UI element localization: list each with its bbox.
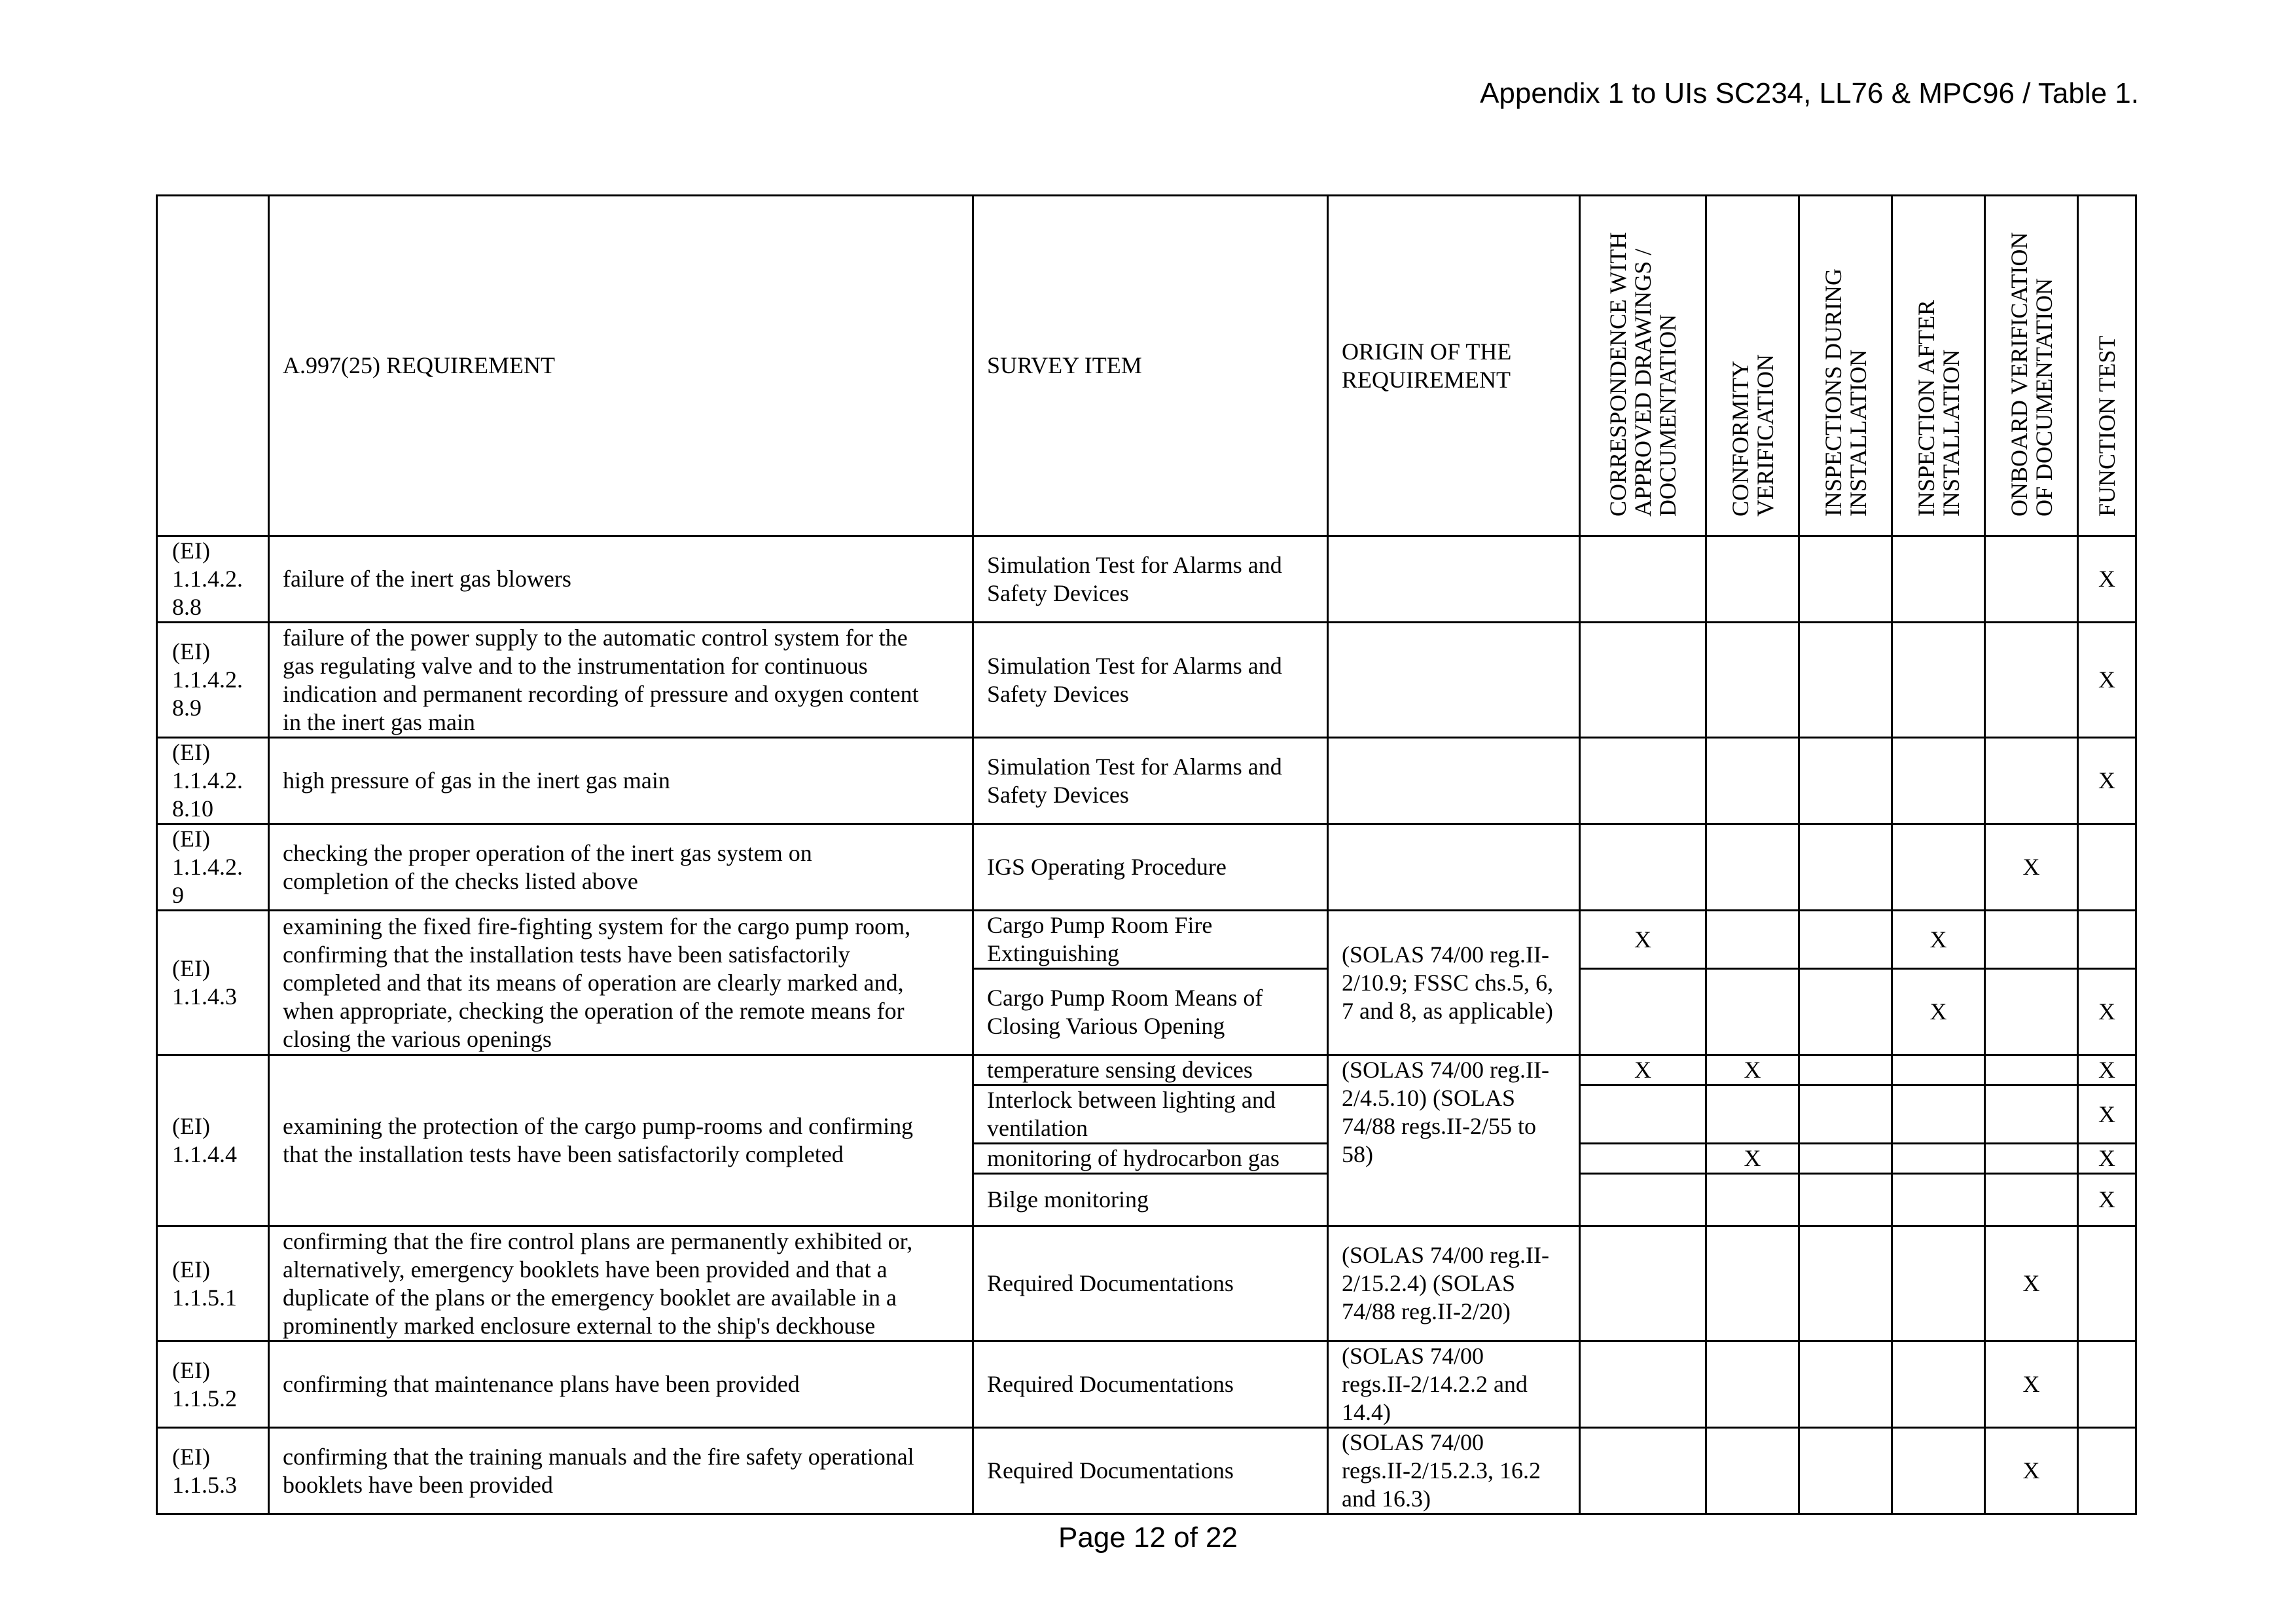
table-row [157,1226,2136,1341]
inspection-after-mark [1892,536,1985,623]
correspondence-mark [1580,738,1706,824]
function-test-mark: X [2078,1144,2136,1174]
correspondence-mark: X [1580,911,1706,969]
function-test-mark [2078,911,2136,969]
origin-cell: (SOLAS 74/00 regs.II-2/14.2.2 and 14.4) [1328,1341,1580,1428]
survey-item-cell: monitoring of hydrocarbon gas [973,1144,1328,1174]
inspections-during-mark [1799,824,1892,911]
inspection-after-mark [1892,1226,1985,1341]
conformity-mark [1706,1226,1799,1341]
inspection-after-mark [1892,1174,1985,1226]
inspections-during-mark [1799,623,1892,738]
conformity-mark [1706,911,1799,969]
onboard-verification-mark [1985,1055,2078,1085]
inspection-after-mark: X [1892,969,1985,1055]
inspections-during-mark [1799,911,1892,969]
onboard-verification-mark [1985,969,2078,1055]
inspection-after-mark [1892,1085,1985,1144]
survey-item-cell: Required Documentations [973,1226,1328,1341]
table-row [157,911,2136,969]
onboard-verification-mark: X [1985,824,2078,911]
origin-cell [1328,536,1580,623]
onboard-verification-mark: X [1985,1428,2078,1514]
inspection-after-mark [1892,1055,1985,1085]
survey-item-cell: Cargo Pump Room Fire Extinguishing [973,911,1328,969]
col-header-conformity [1706,196,1799,536]
requirement-cell: examining the protection of the cargo pump-rooms and confirming that the installation tests have been satisfactorily completed [269,1055,973,1226]
col-header-conformity-label: CONFORMITY VERIFICATION [1727,354,1778,517]
col-header-inspection-after-label: INSPECTION AFTER INSTALLATION [1912,299,1964,517]
inspection-after-mark [1892,1144,1985,1174]
inspection-after-mark [1892,1341,1985,1428]
inspections-during-mark [1799,1226,1892,1341]
inspections-during-mark [1799,1144,1892,1174]
onboard-verification-mark [1985,1174,2078,1226]
correspondence-mark [1580,1226,1706,1341]
survey-item-cell: Cargo Pump Room Means of Closing Various Opening [973,969,1328,1055]
requirement-cell: failure of the inert gas blowers [269,536,973,623]
col-header-onboard-verification [1985,196,2078,536]
inspections-during-mark [1799,969,1892,1055]
table-row [157,536,2136,623]
inspections-during-mark [1799,1085,1892,1144]
conformity-mark [1706,969,1799,1055]
correspondence-mark [1580,1144,1706,1174]
origin-cell [1328,623,1580,738]
requirement-cell: confirming that the training manuals and the fire safety operational booklets have been provided [269,1428,973,1514]
correspondence-mark [1580,536,1706,623]
conformity-mark [1706,1428,1799,1514]
inspections-during-mark [1799,1174,1892,1226]
inspections-during-mark [1799,1341,1892,1428]
survey-item-cell: temperature sensing devices [973,1055,1328,1085]
requirement-cell: confirming that maintenance plans have been provided [269,1341,973,1428]
ref-cell: (EI) 1.1.4.2. 8.9 [157,623,269,738]
requirement-cell: confirming that the fire control plans are permanently exhibited or, alternatively, emergency booklets have been provided and that a duplicate of the plans or the emergency booklet are available in a prominently marked enclosure external to the ship's deckhouse [269,1226,973,1341]
onboard-verification-mark [1985,1144,2078,1174]
survey-item-cell: Simulation Test for Alarms and Safety Devices [973,738,1328,824]
col-header-inspection-after [1892,196,1985,536]
onboard-verification-mark [1985,536,2078,623]
table-row [157,1428,2136,1514]
inspections-during-mark [1799,738,1892,824]
origin-cell: (SOLAS 74/00 reg.II- 2/10.9; FSSC chs.5, 6, 7 and 8, as applicable) [1328,911,1580,1055]
requirement-cell: high pressure of gas in the inert gas main [269,738,973,824]
onboard-verification-mark [1985,911,2078,969]
inspection-after-mark [1892,1428,1985,1514]
page-header: Appendix 1 to UIs SC234, LL76 & MPC96 / Table 1. [1480,77,2139,109]
function-test-mark: X [2078,623,2136,738]
col-header-function-test-label: FUNCTION TEST [2094,335,2120,517]
table-row [157,824,2136,911]
ref-cell: (EI) 1.1.4.2. 8.10 [157,738,269,824]
requirement-cell: checking the proper operation of the inert gas system on completion of the checks listed above [269,824,973,911]
col-header-function-test [2078,196,2136,536]
col-header-inspections-during-label: INSPECTIONS DURING INSTALLATION [1820,268,1871,517]
correspondence-mark [1580,824,1706,911]
col-header-origin: ORIGIN OF THE REQUIREMENT [1328,196,1580,536]
conformity-mark [1706,536,1799,623]
conformity-mark [1706,824,1799,911]
conformity-mark [1706,1085,1799,1144]
function-test-mark [2078,1428,2136,1514]
survey-item-cell: Simulation Test for Alarms and Safety Devices [973,623,1328,738]
conformity-mark [1706,738,1799,824]
ref-cell: (EI) 1.1.4.4 [157,1055,269,1226]
origin-cell [1328,738,1580,824]
survey-item-cell: Bilge monitoring [973,1174,1328,1226]
table-row [157,1341,2136,1428]
correspondence-mark [1580,1174,1706,1226]
inspections-during-mark [1799,1428,1892,1514]
survey-item-cell: Simulation Test for Alarms and Safety Devices [973,536,1328,623]
ref-cell: (EI) 1.1.4.2. 9 [157,824,269,911]
inspections-during-mark [1799,536,1892,623]
inspection-after-mark [1892,738,1985,824]
col-header-correspondence-label: CORRESPONDENCE WITH APPROVED DRAWINGS / DOCUMENTATION [1605,232,1681,517]
function-test-mark [2078,824,2136,911]
col-header-inspections-during [1799,196,1892,536]
conformity-mark [1706,1174,1799,1226]
ref-cell: (EI) 1.1.5.2 [157,1341,269,1428]
correspondence-mark [1580,1085,1706,1144]
function-test-mark [2078,1341,2136,1428]
origin-cell: (SOLAS 74/00 reg.II- 2/15.2.4) (SOLAS 74/88 reg.II-2/20) [1328,1226,1580,1341]
inspections-during-mark [1799,1055,1892,1085]
onboard-verification-mark [1985,623,2078,738]
survey-item-cell: Required Documentations [973,1341,1328,1428]
page-number: Page 12 of 22 [1058,1522,1238,1554]
col-header-correspondence [1580,196,1706,536]
inspection-after-mark: X [1892,911,1985,969]
function-test-mark: X [2078,1085,2136,1144]
inspection-after-mark [1892,824,1985,911]
correspondence-mark [1580,1428,1706,1514]
onboard-verification-mark [1985,738,2078,824]
survey-item-cell: IGS Operating Procedure [973,824,1328,911]
table-row [157,738,2136,824]
function-test-mark: X [2078,1174,2136,1226]
ref-cell: (EI) 1.1.5.1 [157,1226,269,1341]
function-test-mark: X [2078,738,2136,824]
requirement-cell: failure of the power supply to the automatic control system for the gas regulating valve and to the instrumentation for continuous indication and permanent recording of pressure and oxygen content in the inert gas main [269,623,973,738]
survey-item-cell: Required Documentations [973,1428,1328,1514]
col-header-onboard-verification-label: ONBOARD VERIFICATION OF DOCUMENTATION [2005,232,2057,517]
ref-cell: (EI) 1.1.5.3 [157,1428,269,1514]
onboard-verification-mark: X [1985,1341,2078,1428]
col-header-requirement: A.997(25) REQUIREMENT [269,196,973,536]
function-test-mark: X [2078,1055,2136,1085]
inspection-table [156,194,2137,1515]
correspondence-mark [1580,1341,1706,1428]
ref-cell: (EI) 1.1.4.2. 8.8 [157,536,269,623]
origin-cell [1328,824,1580,911]
col-header-ref [157,196,269,536]
function-test-mark [2078,1226,2136,1341]
ref-cell: (EI) 1.1.4.3 [157,911,269,1055]
conformity-mark: X [1706,1144,1799,1174]
table-row [157,623,2136,738]
conformity-mark [1706,1341,1799,1428]
col-header-survey-item: SURVEY ITEM [973,196,1328,536]
function-test-mark: X [2078,536,2136,623]
survey-item-cell: Interlock between lighting and ventilation [973,1085,1328,1144]
table-row [157,1055,2136,1085]
requirement-cell: examining the fixed fire-fighting system for the cargo pump room, confirming that the installation tests have been satisfactorily completed and that its means of operation are clearly marked and, when appropriate, checking the operation of the remote means for closing the various openings [269,911,973,1055]
table-header-row [157,196,2136,536]
origin-cell: (SOLAS 74/00 regs.II-2/15.2.3, 16.2 and 16.3) [1328,1428,1580,1514]
conformity-mark: X [1706,1055,1799,1085]
correspondence-mark [1580,623,1706,738]
onboard-verification-mark [1985,1085,2078,1144]
inspection-after-mark [1892,623,1985,738]
conformity-mark [1706,623,1799,738]
origin-cell: (SOLAS 74/00 reg.II- 2/4.5.10) (SOLAS 74/88 regs.II-2/55 to 58) [1328,1055,1580,1226]
correspondence-mark [1580,969,1706,1055]
onboard-verification-mark: X [1985,1226,2078,1341]
function-test-mark: X [2078,969,2136,1055]
correspondence-mark: X [1580,1055,1706,1085]
